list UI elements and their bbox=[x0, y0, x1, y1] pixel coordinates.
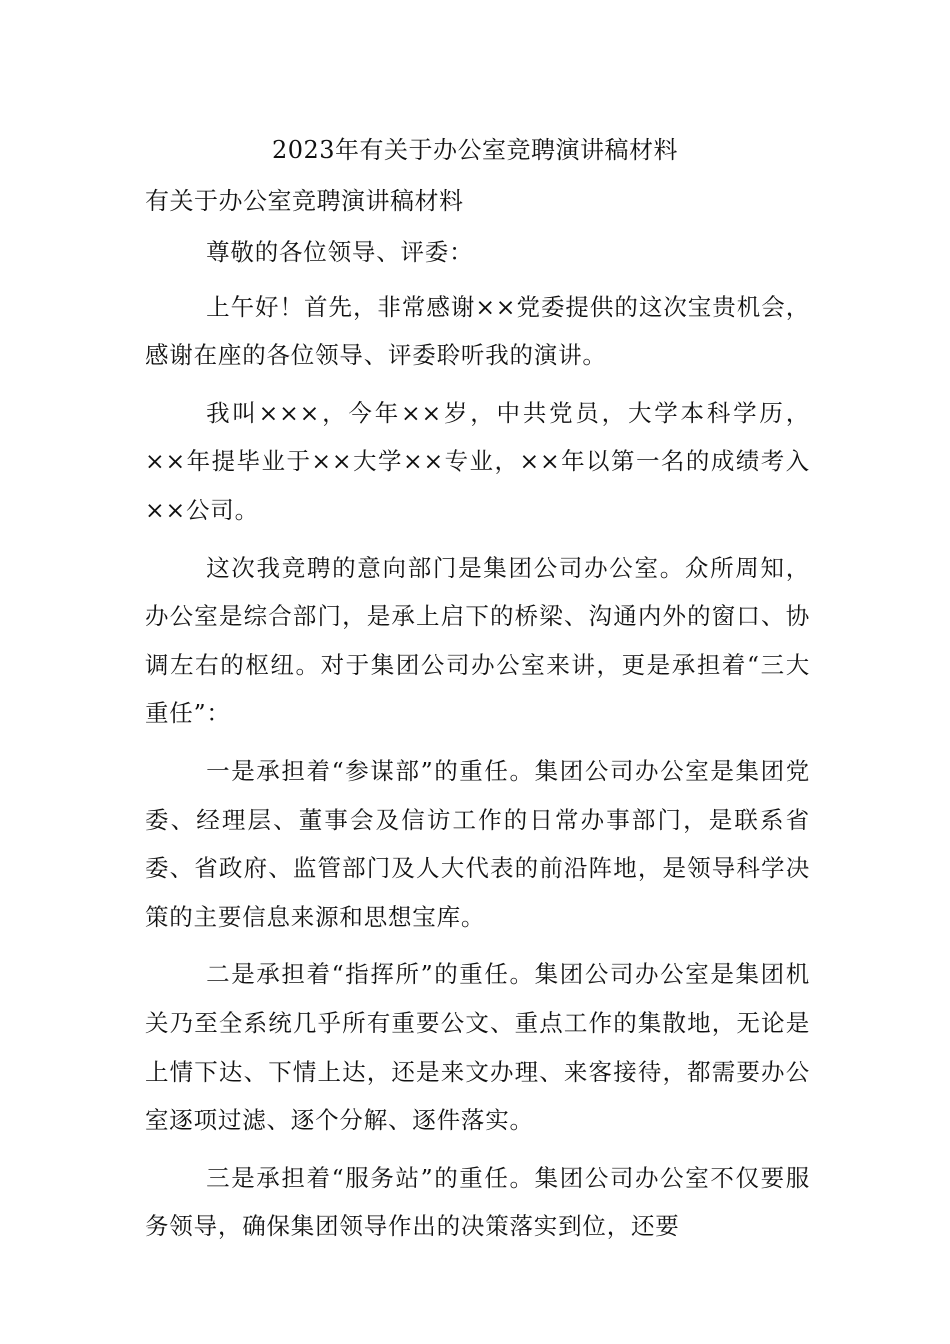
paragraph-salutation: 尊敬的各位领导、评委： bbox=[206, 238, 474, 266]
paragraph-duty-three: 三是承担着“服务站”的重任。集团公司办公室不仅要服务领导，确保集团领导作出的决策落实到位，还要 bbox=[145, 1163, 810, 1241]
paragraph-greeting: 上午好！首先，非常感谢××党委提供的这次宝贵机会，感谢在座的各位领导、评委聆听我的演讲。 bbox=[145, 292, 810, 370]
paragraph-duty-one: 一是承担着“参谋部”的重任。集团公司办公室是集团党委、经理层、董事会及信访工作的日常办事部门，是联系省委、省政府、监管部门及人大代表的前沿阵地，是领导科学决策的主要信息来源和思想宝库。 bbox=[145, 756, 810, 931]
document-body bbox=[145, 228, 810, 1260]
document-subtitle: 有关于办公室竞聘演讲稿材料 bbox=[145, 187, 464, 215]
paragraph-target-department: 这次我竞聘的意向部门是集团公司办公室。众所周知，办公室是综合部门，是承上启下的桥梁、沟通内外的窗口、协调左右的枢纽。对于集团公司办公室来讲，更是承担着“三大重任”： bbox=[145, 553, 810, 728]
paragraph-self-introduction: 我叫×××，今年××岁，中共党员，大学本科学历，××年提毕业于××大学××专业，××年以第一名的成绩考入××公司。 bbox=[145, 398, 810, 524]
paragraph-duty-two: 二是承担着“指挥所”的重任。集团公司办公室是集团机关乃至全系统几乎所有重要公文、重点工作的集散地，无论是上情下达、下情上达，还是来文办理、来客接待，都需要办公室逐项过滤、逐个分解、逐件落实。 bbox=[145, 960, 810, 1135]
document-title: 2023年有关于办公室竞聘演讲稿材料 bbox=[271, 136, 679, 164]
